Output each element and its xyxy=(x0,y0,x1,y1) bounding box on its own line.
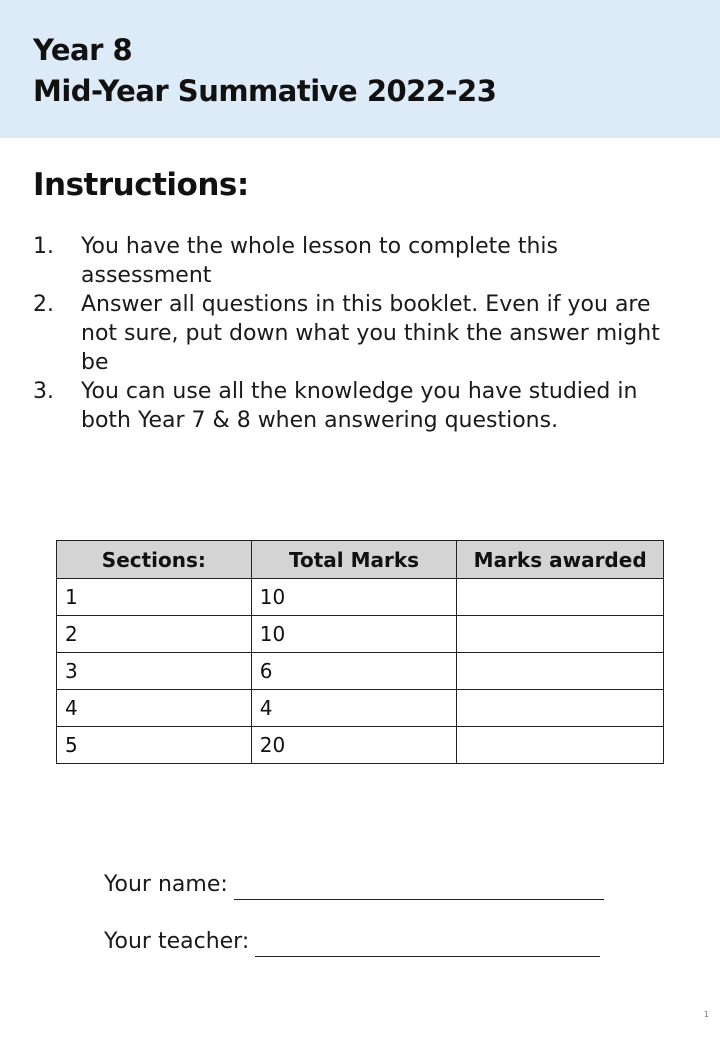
document-title xyxy=(33,30,496,112)
total-marks-cell: 20 xyxy=(251,727,457,764)
instruction-number: 2. xyxy=(33,292,54,317)
instructions-list xyxy=(33,232,683,435)
instruction-text: Answer all questions in this booklet. Even if you are not sure, put down what you think the answer might be xyxy=(81,292,660,375)
total-marks-cell: 6 xyxy=(251,653,457,690)
header-sections: Sections: xyxy=(57,541,252,579)
marks-awarded-cell[interactable] xyxy=(457,727,664,764)
teacher-label: Your teacher: xyxy=(104,929,250,954)
instruction-text: You have the whole lesson to complete this assessment xyxy=(81,234,558,288)
instruction-text: You can use all the knowledge you have studied in both Year 7 & 8 when answering questions. xyxy=(81,379,638,433)
table-row xyxy=(57,653,664,690)
instructions-heading: Instructions: xyxy=(33,167,249,203)
section-cell: 2 xyxy=(57,616,252,653)
table-row xyxy=(57,690,664,727)
table-header-row xyxy=(57,541,664,579)
section-cell: 5 xyxy=(57,727,252,764)
marks-table xyxy=(56,540,664,764)
section-cell: 3 xyxy=(57,653,252,690)
title-assessment: Mid-Year Summative 2022-23 xyxy=(33,74,497,108)
table-row xyxy=(57,616,664,653)
name-field xyxy=(104,870,604,900)
teacher-field xyxy=(104,927,600,957)
marks-awarded-cell[interactable] xyxy=(457,690,664,727)
teacher-input-line[interactable] xyxy=(255,934,600,957)
marks-awarded-cell[interactable] xyxy=(457,653,664,690)
page-number: 1 xyxy=(703,1010,709,1019)
header-band xyxy=(0,0,720,138)
name-label: Your name: xyxy=(104,872,228,897)
total-marks-cell: 4 xyxy=(251,690,457,727)
total-marks-cell: 10 xyxy=(251,579,457,616)
marks-awarded-cell[interactable] xyxy=(457,579,664,616)
instruction-number: 1. xyxy=(33,234,54,259)
header-total-marks: Total Marks xyxy=(251,541,457,579)
instruction-number: 3. xyxy=(33,379,54,404)
header-marks-awarded: Marks awarded xyxy=(457,541,664,579)
table-row xyxy=(57,727,664,764)
total-marks-cell: 10 xyxy=(251,616,457,653)
instruction-item xyxy=(33,377,683,435)
section-cell: 4 xyxy=(57,690,252,727)
instruction-item xyxy=(33,232,683,290)
marks-awarded-cell[interactable] xyxy=(457,616,664,653)
title-year: Year 8 xyxy=(33,33,133,67)
instruction-item xyxy=(33,290,683,377)
name-input-line[interactable] xyxy=(234,877,604,900)
section-cell: 1 xyxy=(57,579,252,616)
table-row xyxy=(57,579,664,616)
